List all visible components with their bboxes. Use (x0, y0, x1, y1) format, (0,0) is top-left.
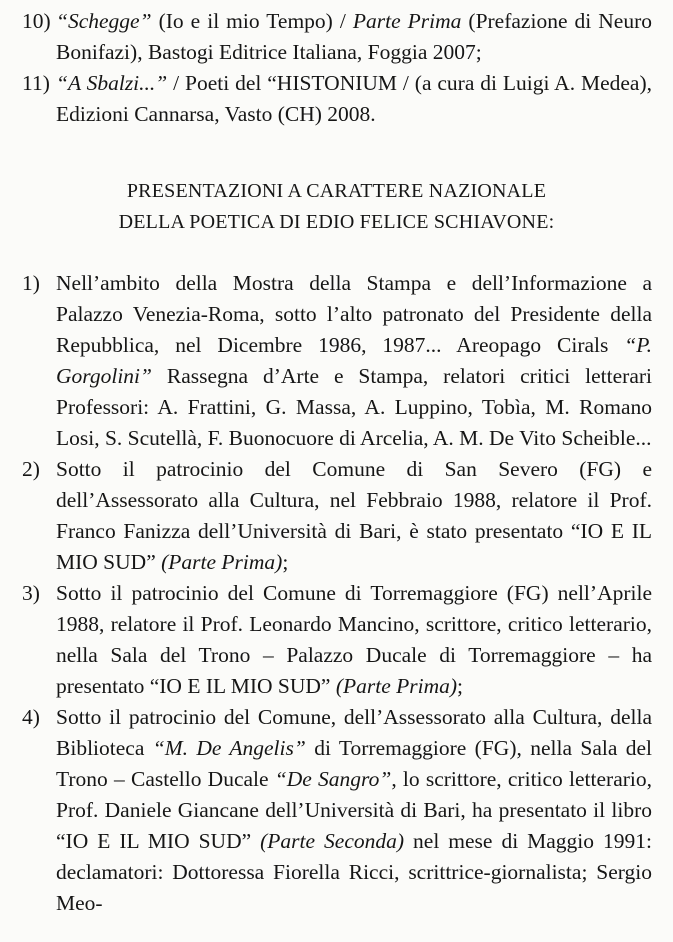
presentations-list (22, 268, 652, 919)
title-italic: “A Sbalzi...” (56, 71, 168, 95)
title-italic: (Parte Prima) (161, 550, 283, 574)
list-item (22, 578, 652, 702)
item-text: ; (282, 550, 289, 574)
item-text: Sotto il patrocinio del Comune di San Severo (FG) e dell’Assessorato alla Cultura, nel Febbraio 1988, relatore il Prof. Franco Fanizza dell’Università di Bari, è stato presentato “IO E IL MIO SUD” (56, 457, 652, 574)
item-text: (Prefazione di Neuro Bonifazi), Bastogi Editrice Italiana, Foggia 2007; (56, 9, 652, 64)
title-italic: “P. Gorgolini” (56, 333, 652, 388)
item-text: , lo scrittore, critico letterario, Prof. Daniele Giancane dell’Università di Bari, ha presentato il libro “IO E IL MIO SUD” (56, 767, 652, 853)
heading-line: PRESENTAZIONI A CARATTERE NAZIONALE (126, 180, 547, 202)
item-text: di Torremaggiore (FG), nella Sala del Trono – Castello Ducale (56, 736, 652, 791)
list-item (22, 68, 652, 130)
item-text: nel mese di Maggio 1991: declamatori: Dottoressa Fiorella Ricci, scrittrice-giornalista; Sergio Meo- (56, 829, 652, 915)
item-text: Sotto il patrocinio del Comune di Torremaggiore (FG) nell’Aprile 1988, relatore il Prof. Leonardo Mancino, scrittore, critico letterario, nella Sala del Trono – Palazzo Ducale di Torremaggiore – ha presentato “IO E IL MIO SUD” (56, 581, 652, 698)
section-heading (0, 176, 673, 238)
item-number: 2) (22, 457, 40, 481)
item-text: / Poeti del “HISTONIUM / (a cura di Luigi A. Medea), Edizioni Cannarsa, Vasto (CH) 2008. (56, 71, 652, 126)
title-italic: “De Sangro” (274, 767, 392, 791)
list-item (22, 6, 652, 68)
item-text: Nell’ambito della Mostra della Stampa e dell’Informazione a Palazzo Venezia-Roma, sotto l’alto patronato del Presidente della Repubblica, nel Dicembre 1986, 1987... Areopago Cirals (56, 271, 652, 357)
title-italic: “Schegge” (56, 9, 152, 33)
bibliography-list (22, 6, 652, 130)
item-number: 4) (22, 705, 40, 729)
item-number: 10) (22, 9, 51, 33)
item-text: ; (457, 674, 464, 698)
item-number: 1) (22, 271, 40, 295)
list-item (22, 454, 652, 578)
heading-line: DELLA POETICA DI EDIO FELICE SCHIAVONE: (118, 211, 555, 233)
item-text: (Io e il mio Tempo) / (151, 9, 353, 33)
item-text: Sotto il patrocinio del Comune, dell’Assessorato alla Cultura, della Biblioteca (56, 705, 652, 760)
title-italic: Parte Prima (352, 9, 462, 33)
list-item (22, 702, 652, 919)
title-italic: “M. De Angelis” (152, 736, 306, 760)
title-italic: (Parte Seconda) (260, 829, 405, 853)
title-italic: (Parte Prima) (335, 674, 458, 698)
item-number: 3) (22, 581, 40, 605)
list-item (22, 268, 652, 454)
item-number: 11) (22, 71, 50, 95)
item-text: Rassegna d’Arte e Stampa, relatori critici letterari Professori: A. Frattini, G. Massa, A. Luppino, Tobìa, M. Romano Losi, S. Scutellà, F. Buonocuore di Arcelia, A. M. De Vito Scheible... (56, 364, 652, 450)
